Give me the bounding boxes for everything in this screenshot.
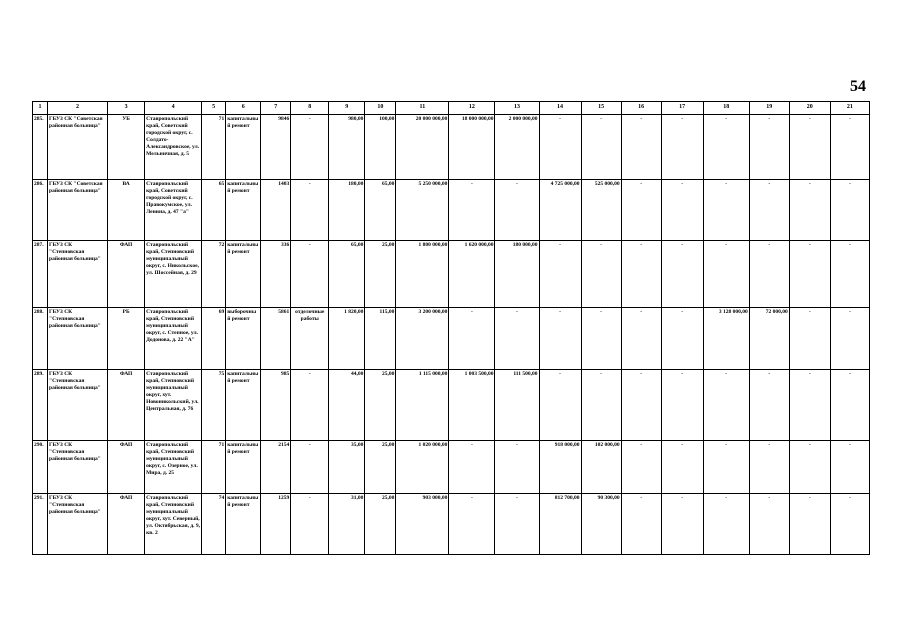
- cell-type: РБ: [108, 307, 145, 369]
- cell-c16: -: [621, 370, 661, 441]
- cell-c21: -: [830, 307, 869, 369]
- cell-c20: -: [789, 114, 830, 179]
- cell-c10: 25,00: [365, 241, 396, 308]
- cell-c10: 25,00: [365, 493, 396, 554]
- cell-org: ГБУЗ СК "Советская районная больница": [48, 180, 108, 241]
- cell-c15: -: [581, 114, 621, 179]
- table-row: [33, 114, 870, 179]
- cell-c9: 44,00: [329, 370, 365, 441]
- cell-c15: -: [581, 307, 621, 369]
- cell-c20: -: [789, 241, 830, 308]
- cell-c20: -: [789, 493, 830, 554]
- cell-c9: 180,00: [329, 180, 365, 241]
- cell-c11: 1 020 000,00: [396, 440, 449, 493]
- cell-c18: -: [703, 370, 749, 441]
- cell-c5: 69: [202, 307, 226, 369]
- cell-addr: Ставропольский край, Степновский муниципальный округ, с. Степное, ул. Додонова, д. 22 "А": [145, 307, 202, 369]
- cell-c21: -: [830, 180, 869, 241]
- cell-c8: -: [291, 370, 329, 441]
- cell-c21: -: [830, 493, 869, 554]
- cell-c21: -: [830, 241, 869, 308]
- cell-c5: 71: [202, 114, 226, 179]
- cell-c19: -: [749, 493, 789, 554]
- cell-c8: отделочные работы: [291, 307, 329, 369]
- cell-org: ГБУЗ СК "Степновская районная больница": [48, 370, 108, 441]
- cell-c17: -: [661, 307, 703, 369]
- cell-org: ГБУЗ СК "Советская районная больница": [48, 114, 108, 179]
- cell-c18: -: [703, 241, 749, 308]
- cell-c13: -: [495, 493, 539, 554]
- column-header-9: 9: [329, 102, 365, 115]
- column-header-5: 5: [202, 102, 226, 115]
- column-header-8: 8: [291, 102, 329, 115]
- cell-addr: Ставропольский край, Советский городской округ, с. Правокумское, ул. Ленина, д. 47 "а": [145, 180, 202, 241]
- column-header-21: 21: [830, 102, 869, 115]
- cell-c17: -: [661, 440, 703, 493]
- cell-addr: Ставропольский край, Советский городской округ, с. Солдато-Александровское, ул. Мельничная, д. 5: [145, 114, 202, 179]
- cell-c12: 1 003 500,00: [449, 370, 495, 441]
- cell-c13: 111 500,00: [495, 370, 539, 441]
- cell-c18: 3 128 000,00: [703, 307, 749, 369]
- cell-no: 291.: [33, 493, 48, 554]
- cell-c14: 918 000,00: [539, 440, 581, 493]
- cell-type: ФАП: [108, 370, 145, 441]
- column-header-3: 3: [108, 102, 145, 115]
- cell-work: капитальный ремонт: [226, 114, 261, 179]
- cell-c19: -: [749, 180, 789, 241]
- column-header-12: 12: [449, 102, 495, 115]
- cell-c20: -: [789, 370, 830, 441]
- cell-c14: -: [539, 370, 581, 441]
- cell-c13: -: [495, 440, 539, 493]
- cell-no: 290.: [33, 440, 48, 493]
- cell-c19: -: [749, 370, 789, 441]
- cell-c20: -: [789, 440, 830, 493]
- cell-c10: 100,00: [365, 114, 396, 179]
- cell-c9: 980,00: [329, 114, 365, 179]
- column-header-2: 2: [48, 102, 108, 115]
- cell-org: ГБУЗ СК "Степновская районная больница": [48, 440, 108, 493]
- cell-work: капитальный ремонт: [226, 180, 261, 241]
- cell-addr: Ставропольский край, Степновский муниципальный округ, хут. Новоникольский, ул. Центральная, д. 76: [145, 370, 202, 441]
- page-number: 54: [850, 78, 866, 95]
- cell-c17: -: [661, 370, 703, 441]
- cell-c21: -: [830, 370, 869, 441]
- column-header-1: 1: [33, 102, 48, 115]
- cell-c19: -: [749, 114, 789, 179]
- cell-c8: -: [291, 180, 329, 241]
- cell-c8: -: [291, 493, 329, 554]
- cell-c12: -: [449, 493, 495, 554]
- cell-c11: 1 115 000,00: [396, 370, 449, 441]
- cell-c7: 1259: [261, 493, 291, 554]
- cell-c10: 25,00: [365, 440, 396, 493]
- cell-no: 288.: [33, 307, 48, 369]
- cell-c19: 72 000,00: [749, 307, 789, 369]
- cell-addr: Ставропольский край, Степновский муниципальный округ, с. Озерное, ул. Мира, д. 25: [145, 440, 202, 493]
- cell-c18: -: [703, 440, 749, 493]
- cell-c13: 180 000,00: [495, 241, 539, 308]
- cell-c7: 985: [261, 370, 291, 441]
- cell-c20: -: [789, 180, 830, 241]
- column-header-17: 17: [661, 102, 703, 115]
- cell-c17: -: [661, 114, 703, 179]
- cell-addr: Ставропольский край, Степновский муниципальный округ, с. Никольское, ул. Шоссейная, д. 29: [145, 241, 202, 308]
- cell-c5: 71: [202, 440, 226, 493]
- cell-c17: -: [661, 241, 703, 308]
- cell-c8: -: [291, 440, 329, 493]
- cell-work: капитальный ремонт: [226, 370, 261, 441]
- column-header-4: 4: [145, 102, 202, 115]
- cell-c18: -: [703, 114, 749, 179]
- table-row: [33, 370, 870, 441]
- cell-c16: -: [621, 440, 661, 493]
- cell-c14: 4 725 000,00: [539, 180, 581, 241]
- cell-work: капитальный ремонт: [226, 241, 261, 308]
- cell-c21: -: [830, 440, 869, 493]
- cell-no: 286.: [33, 180, 48, 241]
- facilities-table: [32, 101, 870, 555]
- column-header-10: 10: [365, 102, 396, 115]
- cell-type: ВА: [108, 180, 145, 241]
- cell-c16: -: [621, 307, 661, 369]
- cell-c17: -: [661, 493, 703, 554]
- cell-c7: 336: [261, 241, 291, 308]
- cell-no: 287.: [33, 241, 48, 308]
- column-header-6: 6: [226, 102, 261, 115]
- cell-c5: 72: [202, 241, 226, 308]
- cell-c21: -: [830, 114, 869, 179]
- cell-org: ГБУЗ СК "Степновская районная больница": [48, 307, 108, 369]
- cell-c14: 812 700,00: [539, 493, 581, 554]
- cell-c5: 75: [202, 370, 226, 441]
- cell-c15: 90 300,00: [581, 493, 621, 554]
- cell-c5: 74: [202, 493, 226, 554]
- cell-c19: -: [749, 440, 789, 493]
- cell-c7: 9846: [261, 114, 291, 179]
- cell-c10: 65,00: [365, 180, 396, 241]
- cell-no: 289.: [33, 370, 48, 441]
- cell-c9: 35,00: [329, 440, 365, 493]
- cell-c7: 5861: [261, 307, 291, 369]
- cell-type: УБ: [108, 114, 145, 179]
- table-row: [33, 180, 870, 241]
- column-header-11: 11: [396, 102, 449, 115]
- cell-work: выборочный ремонт: [226, 307, 261, 369]
- cell-c13: 2 000 000,00: [495, 114, 539, 179]
- cell-c11: 903 000,00: [396, 493, 449, 554]
- cell-c9: 65,00: [329, 241, 365, 308]
- cell-type: ФАП: [108, 440, 145, 493]
- cell-c15: 525 000,00: [581, 180, 621, 241]
- table-row: [33, 307, 870, 369]
- column-header-18: 18: [703, 102, 749, 115]
- cell-c12: -: [449, 180, 495, 241]
- cell-c16: -: [621, 241, 661, 308]
- cell-c10: 25,00: [365, 370, 396, 441]
- cell-c16: -: [621, 114, 661, 179]
- column-header-19: 19: [749, 102, 789, 115]
- cell-c8: -: [291, 241, 329, 308]
- cell-no: 285.: [33, 114, 48, 179]
- column-header-14: 14: [539, 102, 581, 115]
- cell-c20: -: [789, 307, 830, 369]
- cell-c15: -: [581, 241, 621, 308]
- cell-c16: -: [621, 493, 661, 554]
- cell-c14: -: [539, 241, 581, 308]
- cell-c15: -: [581, 370, 621, 441]
- cell-c18: -: [703, 180, 749, 241]
- cell-c12: 1 620 000,00: [449, 241, 495, 308]
- table-row: [33, 440, 870, 493]
- cell-c12: -: [449, 307, 495, 369]
- cell-c9: 1 820,00: [329, 307, 365, 369]
- cell-org: ГБУЗ СК "Степновская районная больница": [48, 241, 108, 308]
- cell-c15: 102 000,00: [581, 440, 621, 493]
- cell-work: капитальный ремонт: [226, 493, 261, 554]
- cell-c11: 20 000 000,00: [396, 114, 449, 179]
- column-header-20: 20: [789, 102, 830, 115]
- cell-c16: -: [621, 180, 661, 241]
- cell-c13: -: [495, 307, 539, 369]
- cell-c12: -: [449, 440, 495, 493]
- cell-c17: -: [661, 180, 703, 241]
- cell-c12: 18 000 000,00: [449, 114, 495, 179]
- cell-addr: Ставропольский край, Степновский муниципальный округ, хут. Северный, ул. Октябрьская, д. 9, кв. 2: [145, 493, 202, 554]
- cell-c11: 1 800 000,00: [396, 241, 449, 308]
- cell-c8: -: [291, 114, 329, 179]
- cell-c9: 31,00: [329, 493, 365, 554]
- cell-c10: 115,00: [365, 307, 396, 369]
- cell-c11: 5 250 000,00: [396, 180, 449, 241]
- cell-c19: -: [749, 241, 789, 308]
- cell-c5: 65: [202, 180, 226, 241]
- cell-c13: -: [495, 180, 539, 241]
- column-number-header: [33, 102, 870, 115]
- cell-c18: -: [703, 493, 749, 554]
- cell-c7: 1403: [261, 180, 291, 241]
- cell-c14: -: [539, 114, 581, 179]
- cell-c11: 3 200 000,00: [396, 307, 449, 369]
- cell-work: капитальный ремонт: [226, 440, 261, 493]
- cell-c7: 2154: [261, 440, 291, 493]
- cell-c14: -: [539, 307, 581, 369]
- table-row: [33, 493, 870, 554]
- cell-org: ГБУЗ СК "Степновская районная больница": [48, 493, 108, 554]
- table-row: [33, 241, 870, 308]
- column-header-13: 13: [495, 102, 539, 115]
- column-header-16: 16: [621, 102, 661, 115]
- cell-type: ФАП: [108, 241, 145, 308]
- cell-type: ФАП: [108, 493, 145, 554]
- column-header-15: 15: [581, 102, 621, 115]
- column-header-7: 7: [261, 102, 291, 115]
